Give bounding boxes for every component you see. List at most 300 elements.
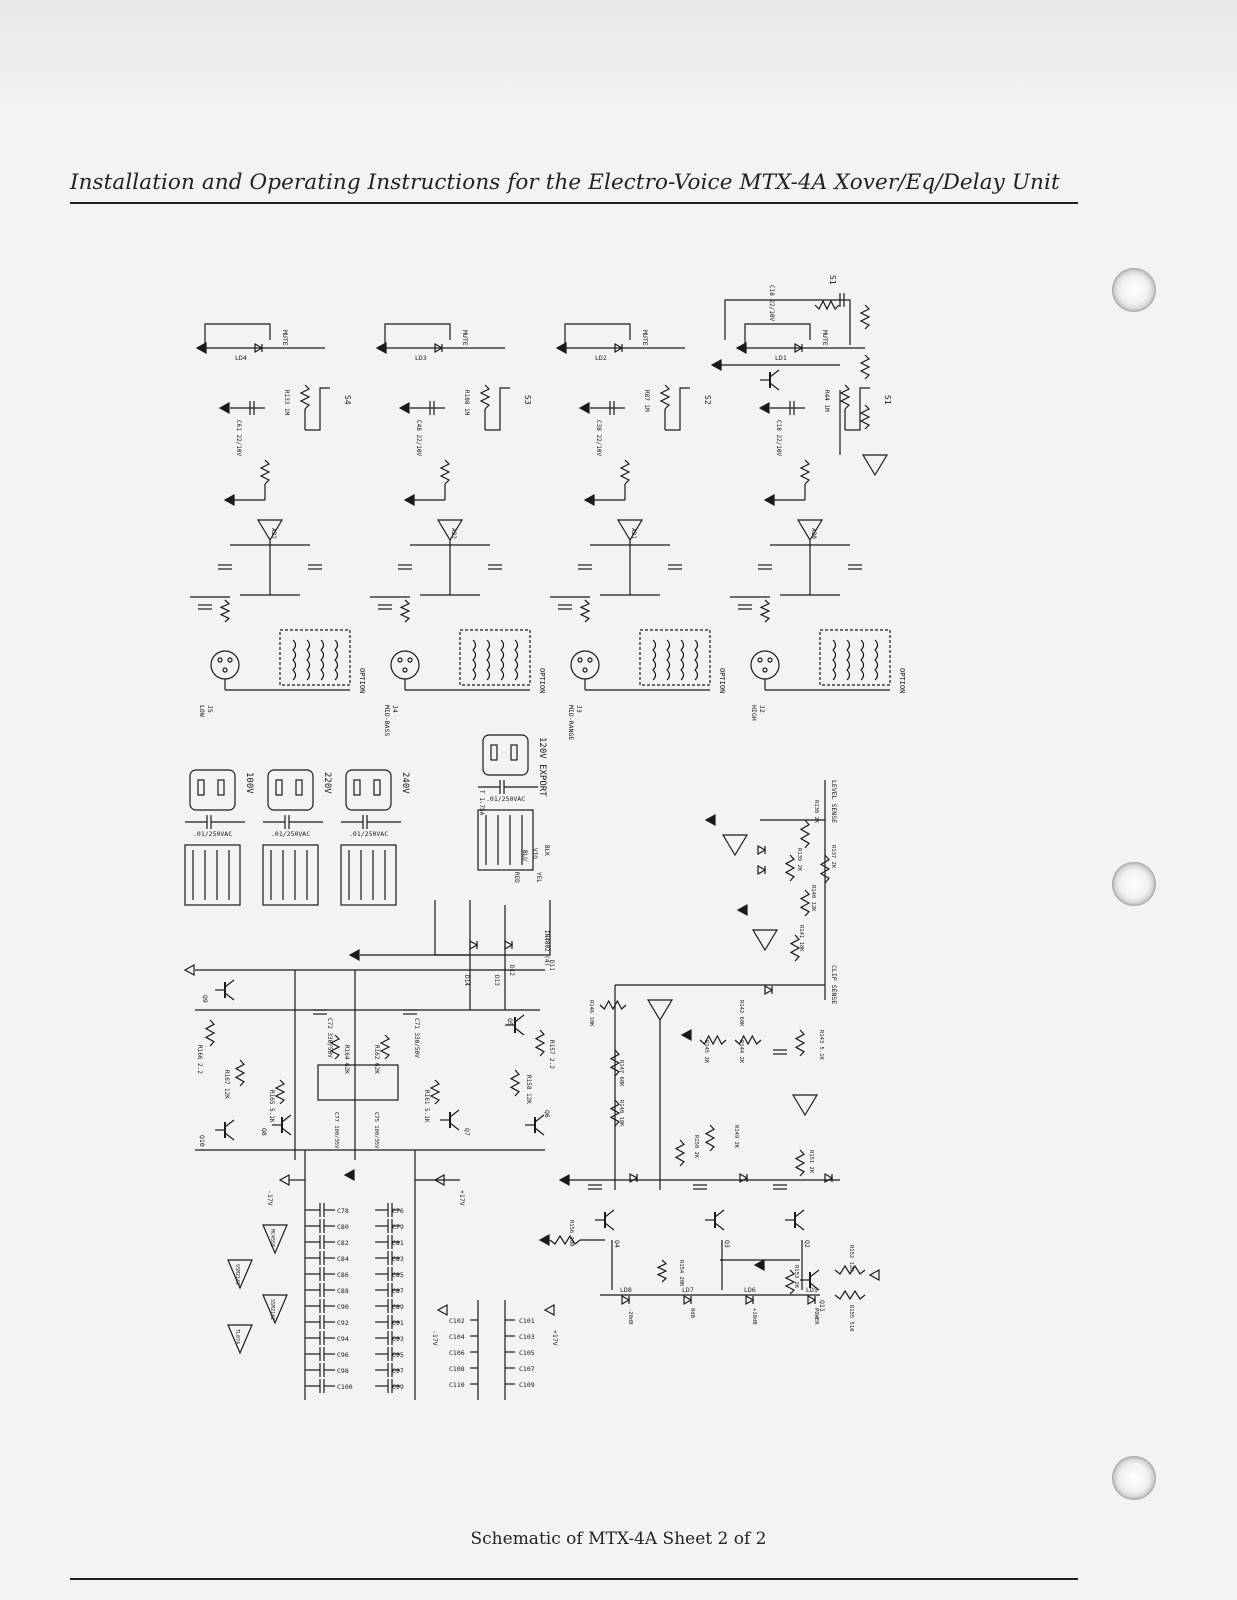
jack-label: J3 (575, 705, 583, 713)
resistor-label: R138 2K (813, 800, 819, 824)
supply-label: -17V (266, 1190, 274, 1206)
resistor (206, 1020, 214, 1046)
led-label: LD6 (744, 1286, 756, 1294)
transistor-label: Q7 (463, 1128, 471, 1136)
ground-arrow-icon (580, 403, 589, 413)
transistor-lead (225, 1120, 234, 1127)
capacitor-label: C79 (392, 1223, 404, 1231)
regulator-cap-box (318, 1065, 398, 1100)
transistor-lead (515, 1028, 524, 1035)
transformer-option-box (820, 630, 890, 685)
transistor-lead (715, 1223, 724, 1230)
cap-label: C18 22/10V (768, 285, 775, 322)
cap-label: C72 330/50V (326, 1018, 333, 1058)
transistor-label: Q9 (201, 995, 209, 1003)
op-amp-symbol (863, 455, 887, 475)
pot-label: R108 1M (463, 390, 470, 416)
transistor-lead (450, 1123, 459, 1130)
diode-symbol (684, 1296, 691, 1304)
jack-label: J4 (391, 705, 399, 713)
capacitor-label: C94 (337, 1335, 349, 1343)
transistor-lead (770, 383, 779, 390)
transformer-coil (487, 640, 490, 680)
led-label: LD7 (682, 1286, 694, 1294)
ground-arrow-icon (225, 495, 234, 505)
resistor (536, 1030, 544, 1056)
resistor (796, 1150, 804, 1176)
capacitor-label: C90 (337, 1303, 349, 1311)
supply-label: -17V (431, 1330, 439, 1346)
cap-label: C18 22/10V (775, 420, 782, 457)
resistor-label: R152 12K (848, 1245, 854, 1272)
jack-name-label: MID-BASS (383, 705, 391, 737)
led-caption: 0dB (689, 1308, 695, 1318)
resistor-label: R141 10K (798, 925, 804, 952)
resistor (550, 1236, 580, 1244)
resistor (801, 460, 809, 484)
capacitor-label: C96 (337, 1351, 349, 1359)
transistor-lead (282, 1115, 291, 1122)
transformer-coil (653, 640, 656, 680)
transistor-lead (225, 1133, 234, 1140)
transistor-lead (715, 1210, 724, 1217)
capacitor-label: C108 (449, 1365, 465, 1373)
transistor-lead (770, 370, 779, 377)
ground-arrow-icon (560, 1175, 569, 1185)
pot-label: R44 1M (823, 390, 830, 412)
resistor (761, 600, 769, 622)
resistor-label: R146 10K (588, 1000, 594, 1027)
diode-label: D14 (463, 975, 470, 986)
wire (745, 324, 810, 348)
supply-arrow-icon (545, 1305, 554, 1315)
transistor-label: Q5 (506, 1018, 514, 1026)
capacitor-label: C83 (392, 1255, 404, 1263)
capacitor-label: C109 (519, 1381, 535, 1389)
ground-arrow-icon (712, 360, 721, 370)
capacitor-label: C103 (519, 1333, 535, 1341)
op-amp-symbol (258, 520, 282, 540)
cap-label: C75 100/35V (373, 1112, 379, 1149)
ground-arrow-icon (706, 815, 715, 825)
ground-arrow-icon (760, 403, 769, 413)
level-clip-sense-section (540, 780, 879, 1332)
socket-pin (511, 745, 517, 760)
transistor-lead (605, 1223, 614, 1230)
mute-label: MUTE (461, 330, 469, 346)
iec-socket-icon (190, 770, 235, 810)
transistor-lead (795, 1210, 804, 1217)
capacitor-label: C80 (337, 1223, 349, 1231)
diode-symbol (740, 1174, 747, 1182)
wire (385, 324, 450, 348)
resistor-label: R156 100 (568, 1220, 574, 1247)
mute-label: MUTE (281, 330, 289, 346)
transistor-lead (535, 1115, 544, 1122)
status-led-ld6 (744, 1286, 757, 1325)
switch-label: S1 (883, 395, 892, 405)
transistor-lead (810, 1270, 819, 1277)
capacitor-label: C81 (392, 1239, 404, 1247)
xlr-pin (228, 658, 232, 662)
op-amp-symbol (793, 1095, 817, 1115)
socket-pin (354, 780, 360, 795)
supply-arrow-icon (185, 965, 194, 975)
wire (435, 900, 550, 955)
diode-symbol (746, 1296, 753, 1304)
capacitor-label: C76 (392, 1207, 404, 1215)
resistor (815, 301, 839, 309)
amp-label: A21 (630, 528, 637, 539)
resistor-label: R145 2K (703, 1040, 709, 1064)
transistor-lead (225, 980, 234, 987)
jack-label: J2 (758, 705, 766, 713)
capacitor-label: C92 (337, 1319, 349, 1327)
socket-pin (218, 780, 224, 795)
ic-label: TL074 (234, 1329, 240, 1345)
ic-label: SSM2142 (234, 1264, 240, 1286)
capacitor-label: C93 (392, 1335, 404, 1343)
resistor-label: R140 12K (810, 885, 816, 912)
resistor (791, 935, 799, 961)
resistor (236, 1060, 244, 1086)
capacitor-label: C87 (392, 1287, 404, 1295)
jack-label: J5 (206, 705, 214, 713)
decoupling-capacitor-grid (305, 1203, 559, 1400)
op-amp-symbol (753, 930, 777, 950)
capacitor-label: C106 (449, 1349, 465, 1357)
option-label: OPTION (538, 668, 546, 694)
iec-socket-icon (346, 770, 391, 810)
capacitor-label: C102 (449, 1317, 465, 1325)
ground-arrow-icon (350, 950, 359, 960)
footer-caption: Schematic of MTX-4A Sheet 2 of 2 (470, 1529, 767, 1549)
capacitor-label: C98 (337, 1367, 349, 1375)
led-caption: POWER (813, 1308, 819, 1325)
resistor (600, 1001, 626, 1009)
transistor-lead (535, 1128, 544, 1135)
wire-color-label: BLU (521, 850, 528, 861)
transistor-label: Q2 (803, 1240, 811, 1248)
resistor (401, 600, 409, 622)
cap-label: C61 22/10V (235, 420, 242, 457)
resistor-label: R139 2K (796, 848, 802, 872)
capacitor-label: C107 (519, 1365, 535, 1373)
capacitor-label: C85 (392, 1271, 404, 1279)
resistor (706, 1125, 714, 1151)
xlr-pin (578, 658, 582, 662)
transformer-coil (847, 640, 850, 680)
status-led-ld8 (620, 1286, 633, 1325)
resistor-label: R137 2K (830, 845, 836, 869)
capacitor-label: C86 (337, 1271, 349, 1279)
resistor-label: R144 2K (738, 1040, 744, 1064)
wire-color-label: RED (513, 872, 520, 883)
diode-symbol (765, 986, 772, 994)
resistor (786, 855, 794, 881)
op-amp-symbol (648, 1000, 672, 1020)
resistor (301, 385, 309, 409)
resistor (861, 355, 869, 379)
resistor-label: R155 510 (848, 1305, 854, 1332)
xlr-pin (768, 658, 772, 662)
capacitor-label: C84 (337, 1255, 349, 1263)
transformer-voltage-label: 100V (244, 772, 254, 794)
transformer-cap-label: .01/250VAC (349, 830, 389, 838)
wire (725, 300, 850, 345)
switch-label: S4 (343, 395, 352, 405)
resistor (676, 1140, 684, 1166)
transformer-coil (681, 640, 684, 680)
amp-label: A22 (270, 528, 277, 539)
resistor-label: R157 2.2 (548, 1040, 555, 1069)
diode-symbol (758, 846, 765, 854)
channel-low (190, 324, 366, 717)
iec-socket-icon (483, 735, 528, 775)
transformer-coil (861, 640, 864, 680)
supply-arrow-icon (870, 1270, 879, 1280)
capacitor-label: C88 (337, 1287, 349, 1295)
document-header-title: Installation and Operating Instructions for the Electro-Voice MTX-4A Xover/Eq/Delay Unit (70, 170, 1060, 195)
led-label: LD3 (415, 354, 427, 362)
transformer-voltage-label: 240V (400, 772, 410, 794)
resistor-label: R142 68K (738, 1000, 744, 1027)
resistor-label: R150 2K (693, 1135, 699, 1159)
amp-label: A22 (450, 528, 457, 539)
capacitor-label: C97 (392, 1367, 404, 1375)
transformer-cap-label: .01/250VAC (193, 830, 233, 838)
ground-arrow-icon (765, 495, 774, 505)
cap-label: C77 100/35V (333, 1112, 339, 1149)
ground-arrow-icon (755, 1260, 764, 1270)
status-led-ld5 (806, 1286, 819, 1325)
xlr-pin (223, 668, 227, 672)
resistor-label: R149 2K (733, 1125, 739, 1149)
wire (665, 388, 690, 430)
capacitor-label: C95 (392, 1351, 404, 1359)
iec-socket-icon (268, 770, 313, 810)
resistor-label: R148 10K (618, 1100, 624, 1127)
ic-power-symbols (228, 1225, 287, 1353)
transformer-coil (501, 640, 504, 680)
channel-high (730, 324, 906, 721)
option-label: OPTION (718, 668, 726, 694)
transformer-voltage-label: 120V EXPORT (537, 737, 547, 797)
transistor-label: Q6 (543, 1110, 551, 1118)
led-label: LD4 (235, 354, 247, 362)
switch-label: S3 (523, 395, 532, 405)
wire-color-label: YEL (535, 872, 542, 883)
pot-label: R133 1M (283, 390, 290, 416)
resistor-label: R143 5.1K (818, 1030, 824, 1060)
resistor (661, 385, 669, 409)
xlr-pin (763, 668, 767, 672)
wire (205, 324, 270, 348)
diode-symbol (758, 866, 765, 874)
transformer-coil (335, 640, 338, 680)
mute-label: MUTE (641, 330, 649, 346)
resistor (481, 385, 489, 409)
resistor (841, 385, 849, 409)
wire-color-label: BLK (543, 845, 550, 856)
ground-arrow-icon (738, 905, 747, 915)
resistor (861, 405, 869, 429)
resistor-label: R158 12K (525, 1075, 532, 1104)
option-label: OPTION (898, 668, 906, 694)
transistor-lead (282, 1128, 291, 1135)
diode-label: IN4002 (4) (543, 930, 550, 967)
xlr-jack-icon (751, 651, 779, 679)
capacitor-label: C105 (519, 1349, 535, 1357)
resistor-label: R151 2K (808, 1150, 814, 1174)
op-amp-symbol (723, 835, 747, 855)
wire (305, 388, 330, 430)
supply-arrow-icon (280, 1175, 289, 1185)
xlr-pin (758, 658, 762, 662)
diode-label: D13 (493, 975, 500, 986)
xlr-pin (398, 658, 402, 662)
led-caption: -20dB (627, 1308, 633, 1325)
transformer-coil (833, 640, 836, 680)
transformer-coil (307, 640, 310, 680)
resistor-label: R153 2K (793, 1265, 799, 1289)
transistor-label: Q10 (198, 1135, 206, 1147)
ground-arrow-icon (585, 495, 594, 505)
capacitor-label: C89 (392, 1303, 404, 1311)
ground-arrow-icon (220, 403, 229, 413)
transistor-label: Q11 (818, 1300, 826, 1312)
resistor-label: R154 20K (678, 1260, 684, 1287)
capacitor-label: C99 (392, 1383, 404, 1391)
xlr-pin (403, 668, 407, 672)
diode-label: D11 (548, 960, 555, 971)
ground-arrow-icon (540, 1235, 549, 1245)
ground-arrow-icon (345, 1170, 354, 1180)
led-caption: +10dB (751, 1308, 757, 1325)
led-label: LD1 (775, 354, 787, 362)
capacitor-label: C104 (449, 1333, 465, 1341)
resistor (835, 1291, 865, 1299)
transformer-coil (667, 640, 670, 680)
resistor (801, 890, 809, 916)
transformer-coil (473, 640, 476, 680)
ic-label: MC4558 (269, 1229, 275, 1248)
capacitor-label: C82 (337, 1239, 349, 1247)
input-network (712, 275, 887, 475)
channel-mid-bass (370, 324, 546, 736)
cap-label: C71 330/50V (413, 1018, 420, 1058)
op-amp-symbol (438, 520, 462, 540)
cap-label: C48 22/10V (415, 420, 422, 457)
cap-label: C38 22/10V (595, 420, 602, 457)
socket-pin (374, 780, 380, 795)
resistor (381, 1035, 389, 1059)
jack-name-label: HIGH (750, 705, 758, 721)
capacitor-label: C101 (519, 1317, 535, 1325)
socket-pin (296, 780, 302, 795)
resistor (581, 600, 589, 622)
resistor (511, 1070, 519, 1096)
led-label: LD2 (595, 354, 607, 362)
transformer-option-box (460, 630, 530, 685)
pot-label: R87 1M (643, 390, 650, 412)
resistor (786, 1270, 794, 1294)
xlr-jack-icon (211, 651, 239, 679)
diode-symbol (825, 1174, 832, 1182)
led-label: LD8 (620, 1286, 632, 1294)
ic-label: SSM2142 (269, 1299, 275, 1321)
capacitor-label: C78 (337, 1207, 349, 1215)
transistor-lead (515, 1015, 524, 1022)
ground-arrow-icon (405, 495, 414, 505)
wire (485, 388, 510, 430)
ground-arrow-icon (400, 403, 409, 413)
capacitor-label: C91 (392, 1319, 404, 1327)
resistor-label: R164 62K (343, 1045, 350, 1074)
socket-pin (491, 745, 497, 760)
resistor (261, 460, 269, 484)
resistor (658, 1260, 666, 1282)
transformer-option-box (280, 630, 350, 685)
diode-symbol (470, 941, 477, 949)
xlr-pin (218, 658, 222, 662)
amp-label: A20 (810, 528, 817, 539)
diode-symbol (630, 1174, 637, 1182)
transformer-voltage-label: 220V (322, 772, 332, 794)
socket-pin (198, 780, 204, 795)
fuse-label: T 1.75A (478, 790, 485, 816)
xlr-pin (583, 668, 587, 672)
transistor-label: Q8 (260, 1128, 268, 1136)
supply-label: +17V (458, 1190, 466, 1206)
resistor-label: R166 2.2 (196, 1045, 203, 1074)
capacitor-label: C110 (449, 1381, 465, 1389)
transistor-lead (225, 993, 234, 1000)
power-transformer-1 (263, 770, 332, 905)
transistor-lead (605, 1210, 614, 1217)
jack-name-label: LOW (198, 705, 206, 717)
switch-label: S1 (828, 275, 837, 285)
resistor (221, 600, 229, 622)
status-led-ld7 (682, 1286, 695, 1319)
transformer-option-box (640, 630, 710, 685)
xlr-pin (588, 658, 592, 662)
ground-arrow-icon (682, 1030, 691, 1040)
power-transformer-0 (185, 770, 254, 905)
power-transformer-2 (341, 770, 410, 905)
supply-label: +17V (551, 1330, 559, 1346)
socket-pin (276, 780, 282, 795)
transformer-cap-label: .01/250VAC (486, 795, 526, 803)
resistor-label: R161 5.1K (423, 1090, 430, 1123)
op-amp-symbol (798, 520, 822, 540)
resistor (621, 460, 629, 484)
resistor-label: R162 62K (373, 1045, 380, 1074)
op-amp-symbol (618, 520, 642, 540)
resistor-label: R147 68K (618, 1060, 624, 1087)
transformer-coil (515, 640, 518, 680)
transformer-cap-label: .01/250VAC (271, 830, 311, 838)
resistor-label: R167 12K (223, 1070, 230, 1099)
resistor (796, 1030, 804, 1056)
channel-mid-range (550, 324, 726, 740)
xlr-jack-icon (571, 651, 599, 679)
resistor (861, 305, 869, 329)
transistor-label: Q3 (723, 1240, 731, 1248)
xlr-pin (408, 658, 412, 662)
clip-sense-label: CLIP SENSE (830, 965, 838, 1005)
resistor (276, 1080, 284, 1104)
